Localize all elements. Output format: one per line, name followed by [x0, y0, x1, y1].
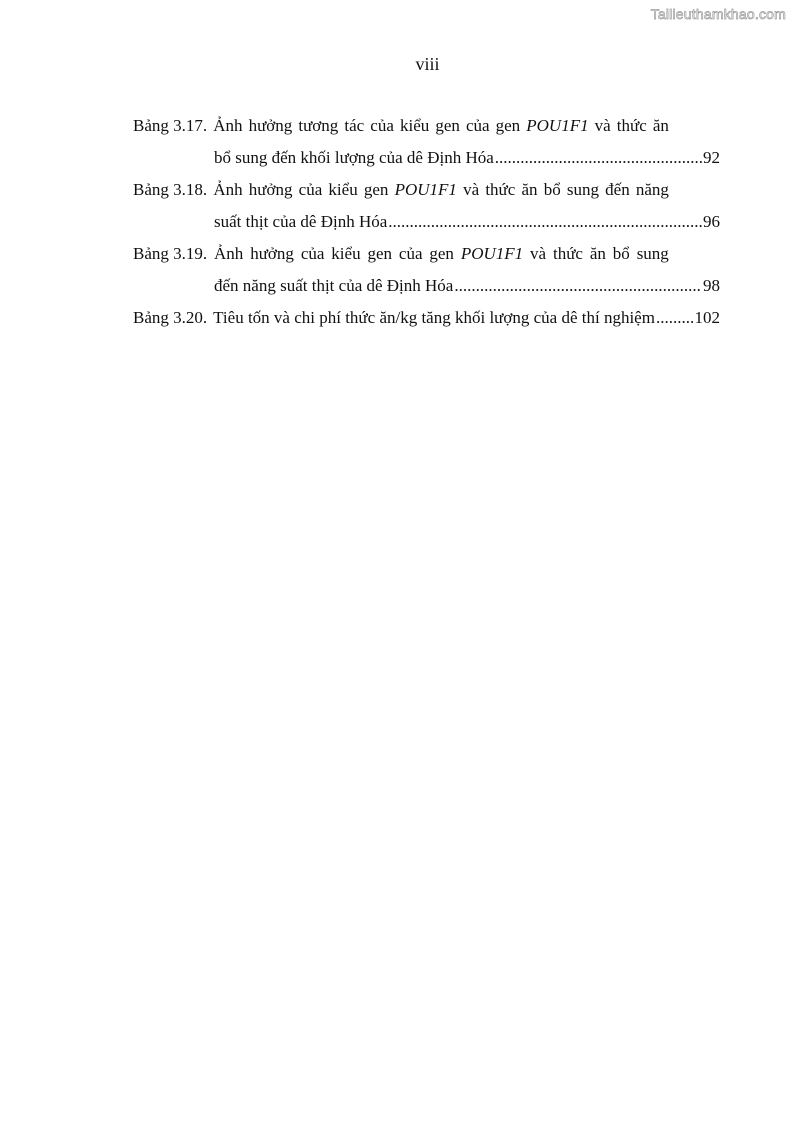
word: ăn — [521, 180, 538, 199]
gene-name-italic: POU1F1 — [460, 244, 524, 263]
toc-entry-page-number: 96 — [703, 212, 720, 231]
page-number: viii — [415, 54, 440, 74]
word: hưởng — [250, 244, 294, 263]
dot-leader — [454, 274, 702, 298]
word: gen — [367, 244, 393, 263]
toc-entry-3-18[interactable] — [133, 178, 720, 242]
toc-entry-title-line-1 — [133, 306, 720, 338]
toc-entry-label: Bảng 3.17. — [133, 116, 208, 135]
dot-leader — [388, 210, 702, 234]
table-of-contents — [133, 114, 720, 338]
toc-entry-title-line-1 — [133, 178, 669, 210]
word: của — [465, 116, 490, 135]
word: và — [530, 244, 547, 263]
toc-entry-title-line-1 — [133, 114, 669, 146]
word: gen — [363, 180, 389, 199]
word: sung — [636, 244, 669, 263]
word: hưởng — [248, 180, 293, 199]
gene-name-italic: POU1F1 — [394, 180, 457, 199]
toc-entry-page-number: 98 — [703, 276, 720, 295]
word: Ảnh — [213, 180, 243, 199]
toc-entry-3-17[interactable] — [133, 114, 720, 178]
toc-entry-page-number: 102 — [694, 308, 720, 327]
word: tương — [298, 116, 339, 135]
word: hưởng — [248, 116, 293, 135]
toc-entry-title-continuation: suất thịt của dê Định Hóa — [214, 212, 388, 231]
word: Ảnh — [213, 116, 243, 135]
toc-entry-3-20[interactable] — [133, 306, 720, 338]
dot-leader — [495, 146, 702, 170]
word: năng — [635, 180, 669, 199]
dot-leader — [656, 306, 694, 330]
word: gen — [429, 244, 454, 263]
word: gen — [435, 116, 460, 135]
word: Ảnh — [214, 244, 244, 263]
word: thức — [485, 180, 516, 199]
word: sung — [566, 180, 599, 199]
toc-entry-label: Bảng 3.18. — [133, 180, 208, 199]
word: thức — [552, 244, 583, 263]
toc-entry-title-continuation: bổ sung đến khối lượng của dê Định Hóa — [214, 148, 494, 167]
word: kiểu — [331, 244, 361, 263]
word: và — [594, 116, 611, 135]
word: của — [300, 244, 325, 263]
toc-entry-title: Tiêu tốn và chi phí thức ăn/kg tăng khối lượng của dê thí nghiệm — [213, 308, 655, 327]
word: đến — [605, 180, 630, 199]
toc-entry-label: Bảng 3.19. — [133, 244, 208, 263]
word: của — [398, 244, 423, 263]
gene-name-italic: POU1F1 — [526, 116, 589, 135]
word: tác — [344, 116, 365, 135]
toc-entry-page-number: 92 — [703, 148, 720, 167]
toc-entry-title-line-2 — [133, 210, 720, 242]
word: bổ — [612, 244, 630, 263]
word: ăn — [652, 116, 669, 135]
toc-entry-title-line-1 — [133, 242, 669, 274]
word: gen — [495, 116, 521, 135]
word: của — [370, 116, 394, 135]
toc-entry-title-continuation: đến năng suất thịt của dê Định Hóa — [214, 276, 454, 295]
word: và — [463, 180, 480, 199]
word: kiểu — [328, 180, 358, 199]
word: thức — [616, 116, 647, 135]
word: của — [298, 180, 323, 199]
word: kiểu — [399, 116, 430, 135]
toc-entry-3-19[interactable] — [133, 242, 720, 306]
toc-entry-label: Bảng 3.20. — [133, 308, 208, 327]
toc-entry-title-line-2 — [133, 274, 720, 306]
word: ăn — [589, 244, 606, 263]
word: bổ — [543, 180, 561, 199]
watermark: Tailieuthamkhao.com — [650, 6, 786, 22]
toc-entry-title-line-2 — [133, 146, 720, 178]
